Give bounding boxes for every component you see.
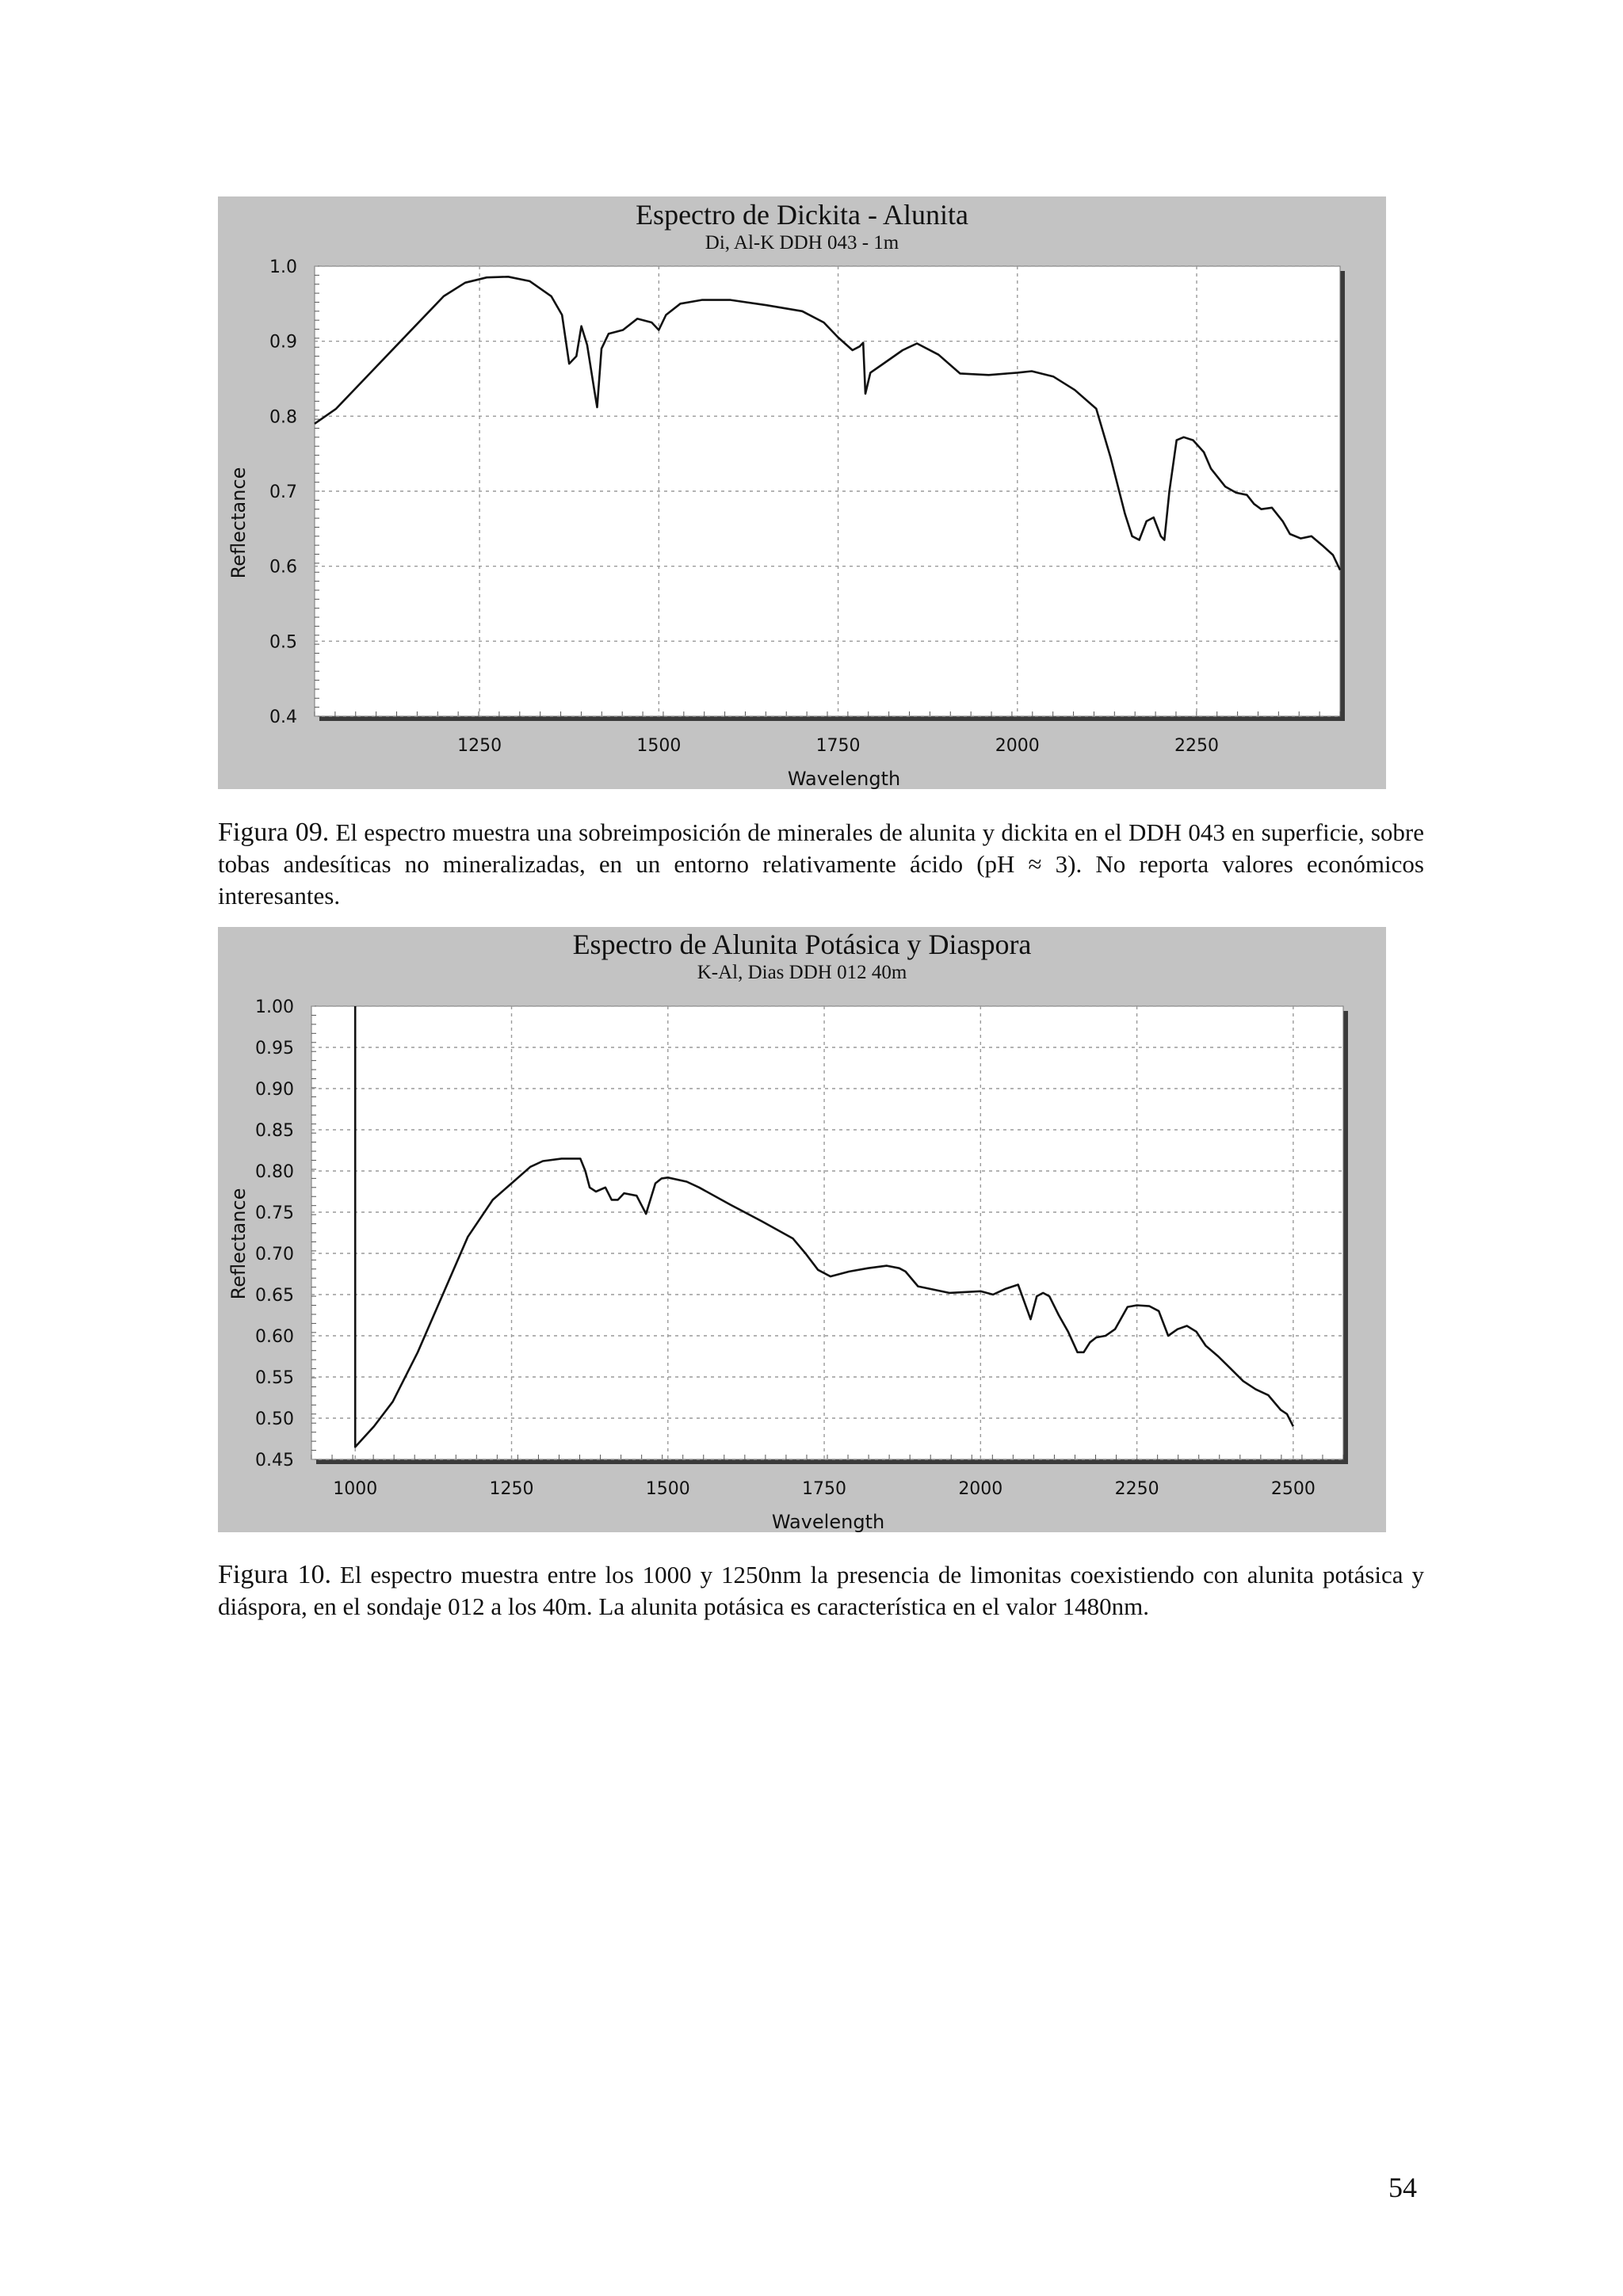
y-tick-label: 0.75 [255,1203,294,1223]
y-tick-label: 0.9 [269,332,297,353]
figure-09-label: Figura 09. [218,818,330,847]
y-tick-label: 0.90 [255,1080,294,1100]
x-tick-label: 2250 [1114,1479,1159,1499]
y-tick-label: 0.45 [255,1451,294,1470]
figure-09-chart [218,196,1386,789]
y-tick-label: 1.0 [269,257,297,277]
y-tick-label: 0.8 [269,407,297,428]
y-axis-label: Reflectance [227,467,250,579]
y-axis-label: Reflectance [227,1188,250,1300]
page-number: 54 [1388,2172,1417,2203]
chart-subtitle: Di, Al-K DDH 043 - 1m [705,232,899,254]
figure-09-caption-text: El espectro muestra una sobreimposición de minerales de alunita y dickita en el DDH 043 en superficie, sobre tobas andesíticas no mineralizadas, en un entorno relativamente ácido (pH ≈ 3). No reporta valores económicos interesantes. [218,818,1424,910]
chart-title: Espectro de Alunita Potásica y Diaspora [572,929,1032,960]
x-axis-label: Wavelength [771,1511,885,1532]
x-tick-label: 2000 [995,736,1040,756]
y-tick-label: 0.6 [269,557,297,578]
plot-area [311,1006,1343,1459]
x-tick-label: 2500 [1270,1479,1316,1499]
chart-title: Espectro de Dickita - Alunita [636,199,968,231]
chart-subtitle: K-Al, Dias DDH 012 40m [697,962,907,983]
figure-10-caption-text: El espectro muestra entre los 1000 y 1250nm la presencia de limonitas coexistiendo con alunita potásica y diáspora, en el sondaje 012 a los 40m. La alunita potásica es característica en el valor 1480nm. [218,1561,1424,1620]
y-tick-label: 0.65 [255,1286,294,1306]
y-tick-label: 0.70 [255,1245,294,1264]
x-tick-label: 1250 [457,736,502,756]
x-axis-label: Wavelength [787,768,901,789]
x-tick-label: 1250 [489,1479,534,1499]
y-tick-label: 0.50 [255,1409,294,1429]
dickita-alunita-spectrum-chart [218,196,1386,789]
figure-10-label: Figura 10. [218,1560,331,1589]
alunita-potasica-diaspora-spectrum-chart [218,927,1386,1532]
y-tick-label: 0.55 [255,1368,294,1388]
y-tick-label: 1.00 [255,997,294,1017]
y-tick-label: 0.5 [269,632,297,653]
y-tick-label: 0.95 [255,1039,294,1058]
y-tick-label: 0.60 [255,1327,294,1347]
x-tick-label: 2000 [958,1479,1003,1499]
figure-10-caption [218,1559,1424,1623]
figure-10-chart [218,927,1386,1532]
x-tick-label: 1750 [815,736,861,756]
y-tick-label: 0.7 [269,482,297,502]
x-tick-label: 1750 [802,1479,847,1499]
y-tick-label: 0.80 [255,1162,294,1182]
y-tick-label: 0.85 [255,1121,294,1141]
x-tick-label: 2250 [1174,736,1220,756]
x-tick-label: 1500 [636,736,682,756]
figure-09-caption [218,817,1424,912]
y-tick-label: 0.4 [269,707,297,727]
x-tick-label: 1500 [645,1479,690,1499]
x-tick-label: 1000 [333,1479,378,1499]
